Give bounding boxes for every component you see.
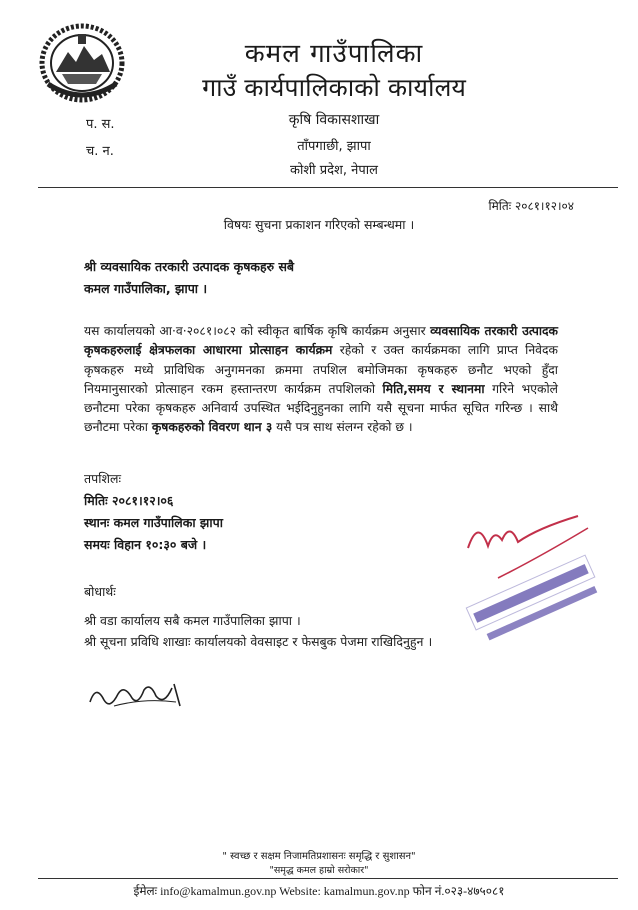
event-place: स्थानः कमल गाउँपालिका झापा	[84, 515, 223, 530]
event-time: समयः विहान १०:३० बजे ।	[84, 537, 207, 552]
office-name: गाउँ कार्यपालिकाको कार्यालय	[202, 73, 466, 102]
handwritten-signature	[84, 676, 194, 716]
recipient-line2: कमल गाउँपालिका, झापा ।	[84, 281, 208, 296]
office-place: ताँपगाछी, झापा	[297, 139, 371, 154]
letter-subject: विषयः सुचना प्रकाशन गरिएको सम्बन्धमा ।	[223, 217, 415, 232]
org-name: कमल गाउँपालिका	[244, 39, 424, 69]
letter-date: मितिः २०८१।१२।०४	[488, 199, 574, 213]
cc-line2: श्री सूचना प्रविधि शाखाः कार्यालयको वेवसाइट र फेसबुक पेजमा राखिदिनुहुन ।	[84, 634, 433, 649]
footer-contact: ईमेलः info@kamalmun.gov.np Website: kamalmun.gov.np फोन नं.०२३-४७५०८१	[133, 884, 505, 898]
footer-slogan: "समृद्ध कमल हाम्रो सरोकार"	[269, 865, 369, 876]
tapashil-label: तपशिलः	[84, 471, 121, 486]
province: कोशी प्रदेश, नेपाल	[290, 163, 378, 178]
branch-name: कृषि विकासशाखा	[288, 112, 380, 128]
header-divider	[38, 187, 618, 188]
ps-label: प. स.	[86, 117, 115, 132]
cn-label: च. न.	[86, 144, 114, 159]
recipient-line1: श्री व्यवसायिक तरकारी उत्पादक कृषकहरु सबै	[84, 259, 295, 274]
event-date: मितिः २०८१।१२।०६	[84, 493, 174, 508]
cc-label: बोधार्थः	[84, 584, 116, 599]
official-stamp-signature	[458, 508, 608, 658]
letter-body: यस कार्यालयको आ·व·२०८१।०८२ को स्वीकृत बार्षिक कृषि कार्यक्रम अनुसार व्यवसायिक तरकारी उत्पादक कृषकहरुलाई क्षेत्रफलका आधारमा प्रोत्साहन कार्यक्रम रहेको र उक्त कार्यक्रमका लागि प्राप्त निवेदक कृषकहरु मध्ये प्राविधिक अनुगमनका क्रममा तपशिल बमोजिमका कृषकहरु छनौट भएको हुँदा नियमानुसारको प्रोत्साहन रकम हस्तान्तरण कार्यक्रम तपशिलको मिति,समय र स्थानमा गरिने भएकोले छनौटमा परेका कृषकहरु अनिवार्य उपस्थित भईदिनुहुनका लागि यसै सूचना मार्फत सूचित गरिन्छ । साथै छनौटमा परेका कृषकहरुको विवरण थान ३ यसै पत्र साथ संलग्न रहेको छ ।	[84, 324, 558, 435]
cc-line1: श्री वडा कार्यालय सबै कमल गाउँपालिका झापा ।	[84, 613, 301, 628]
footer-motto: " स्वच्छ र सक्षम निजामतिप्रशासनः समृद्धि र सुशासन"	[222, 851, 416, 862]
footer-divider	[38, 878, 618, 879]
